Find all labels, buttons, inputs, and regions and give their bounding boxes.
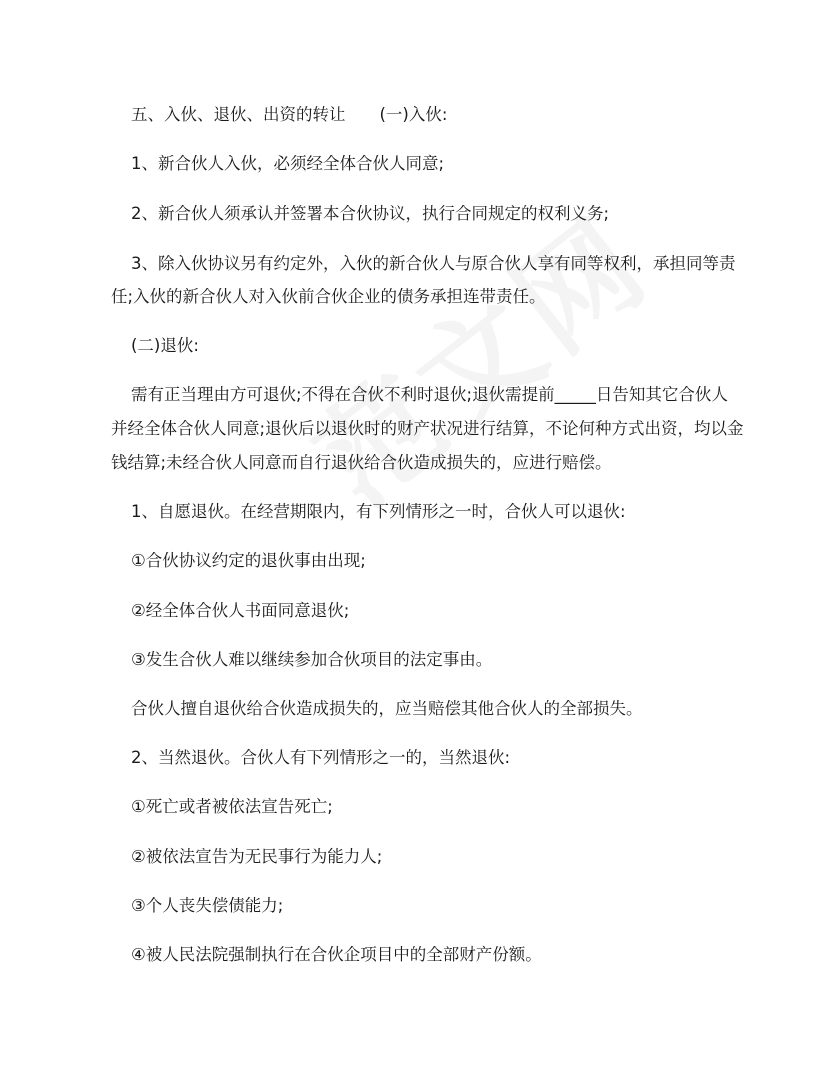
list-item-d2: ②被依法宣告为无民事行为能力人; xyxy=(131,847,383,866)
heading-left: 五、入伙、退伙、出资的转让 xyxy=(131,105,346,124)
paragraph-5: 1、自愿退伙。在经营期限内，有下列情形之一时，合伙人可以退伙: xyxy=(131,502,626,521)
section-heading xyxy=(131,97,447,133)
list-item-c3: ③发生合伙人难以继续参加合伙项目的法定事由。 xyxy=(131,650,493,669)
list-item-d4: ④被人民法院强制执行在合伙企项目中的全部财产份额。 xyxy=(131,945,542,964)
subheading-withdrawal: (二)退伙: xyxy=(131,336,199,355)
paragraph-7: 2、当然退伙。合伙人有下列情形之一的，当然退伙: xyxy=(131,748,511,767)
paragraph-6: 合伙人擅自退伙给合伙造成损失的，应当赔偿其他合伙人的全部损失。 xyxy=(131,699,643,718)
paragraph-2: 2、新合伙人须承认并签署本合伙协议，执行合同规定的权利义务; xyxy=(131,204,610,223)
list-item-d1: ①死亡或者被依法宣告死亡; xyxy=(131,797,333,816)
paragraph-4-line-3: 钱结算;未经合伙人同意而自行退伙给合伙造成损失的，应进行赔偿。 xyxy=(111,453,612,472)
paragraph-3-line-2: 任;入伙的新合伙人对入伙前合伙企业的债务承担连带责任。 xyxy=(111,287,546,306)
list-item-c1: ①合伙协议约定的退伙事由出现; xyxy=(131,551,366,570)
list-item-d3: ③个人丧失偿债能力; xyxy=(131,896,284,915)
paragraph-1: 1、新合伙人入伙，必须经全体合伙人同意; xyxy=(131,154,445,173)
paragraph-4-line-2: 并经全体合伙人同意;退伙后以退伙时的财产状况进行结算，不论何种方式出资，均以金 xyxy=(111,419,744,438)
paragraph-3-line-1: 3、除入伙协议另有约定外，入伙的新合伙人与原合伙人享有同等权利，承担同等责 xyxy=(131,254,736,273)
heading-right: (一)入伙: xyxy=(379,105,448,124)
list-item-c2: ②经全体合伙人书面同意退伙; xyxy=(131,601,350,620)
paragraph-4-line-1: 需有正当理由方可退伙;不得在合伙不利时退伙;退伙需提前_____日告知其它合伙人 xyxy=(131,385,728,404)
